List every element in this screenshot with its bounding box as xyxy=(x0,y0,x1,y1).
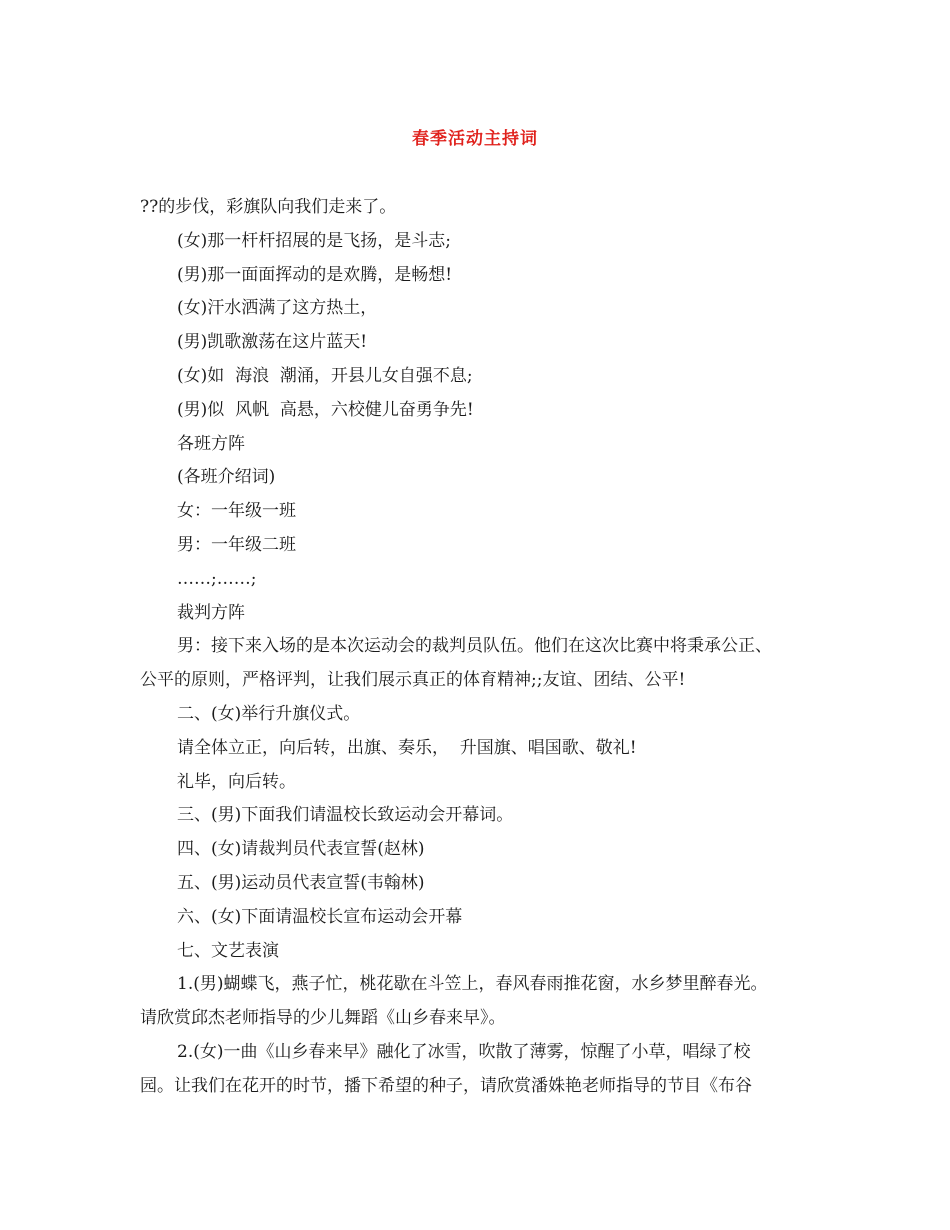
paragraph-line: 男：一年级二班 xyxy=(177,534,296,555)
paragraph-line: 七、文艺表演 xyxy=(177,940,279,961)
paragraph-line: (男)那一面面挥动的是欢腾，是畅想! xyxy=(177,264,453,285)
paragraph-line: 园。让我们在花开的时节，播下希望的种子，请欣赏潘姝艳老师指导的节目《布谷 xyxy=(140,1075,752,1096)
paragraph-line: 请欣赏邱杰老师指导的少儿舞蹈《山乡春来早》。 xyxy=(140,1008,506,1029)
section-heading: 裁判方阵 xyxy=(177,602,245,623)
paragraph-line: 四、(女)请裁判员代表宣誓(赵林) xyxy=(177,839,425,860)
paragraph-line: 女：一年级一班 xyxy=(177,501,296,522)
document-body xyxy=(140,191,815,1104)
paragraph-line: (女)如 海浪 潮涌，开县儿女自强不息; xyxy=(177,365,473,386)
paragraph-line: 礼毕，向后转。 xyxy=(177,771,296,792)
paragraph-line: (男)凯歌激荡在这片蓝天! xyxy=(177,332,368,353)
paragraph-line: 2.(女)一曲《山乡春来早》融化了冰雪，吹散了薄雾，惊醒了小草，唱绿了校 xyxy=(177,1041,751,1062)
paragraph-line: 1.(男)蝴蝶飞，燕子忙，桃花歇在斗笠上，春风春雨推花窗，水乡梦里醉春光。 xyxy=(177,974,768,995)
paragraph-line: 五、(男)运动员代表宣誓(韦翰林) xyxy=(177,872,425,893)
paragraph-line: (女)汗水洒满了这方热土， xyxy=(177,298,378,319)
paragraph-line: 三、(男)下面我们请温校长致运动会开幕词。 xyxy=(177,805,514,826)
paragraph-line: (各班介绍词) xyxy=(177,467,276,488)
paragraph-line: 二、(女)举行升旗仪式。 xyxy=(177,703,361,724)
paragraph-line: ??的步伐，彩旗队向我们走来了。 xyxy=(140,197,397,217)
section-heading: 各班方阵 xyxy=(177,433,245,454)
paragraph-line: ……;……; xyxy=(177,568,257,589)
paragraph-line: 请全体立正，向后转，出旗、奏乐， 升国旗、唱国歌、敬礼! xyxy=(177,737,637,758)
document-title: 春季活动主持词 xyxy=(412,129,538,149)
paragraph-line: 六、(女)下面请温校长宣布运动会开幕 xyxy=(177,906,463,927)
paragraph-line: 公平的原则，严格评判，让我们展示真正的体育精神;;友谊、团结、公平! xyxy=(140,670,686,691)
paragraph-line: (男)似 风帆 高悬，六校健儿奋勇争先! xyxy=(177,399,474,420)
paragraph-line: (女)那一杆杆招展的是飞扬，是斗志; xyxy=(177,230,451,251)
paragraph-line: 男：接下来入场的是本次运动会的裁判员队伍。他们在这次比赛中将秉承公正、 xyxy=(177,636,772,657)
